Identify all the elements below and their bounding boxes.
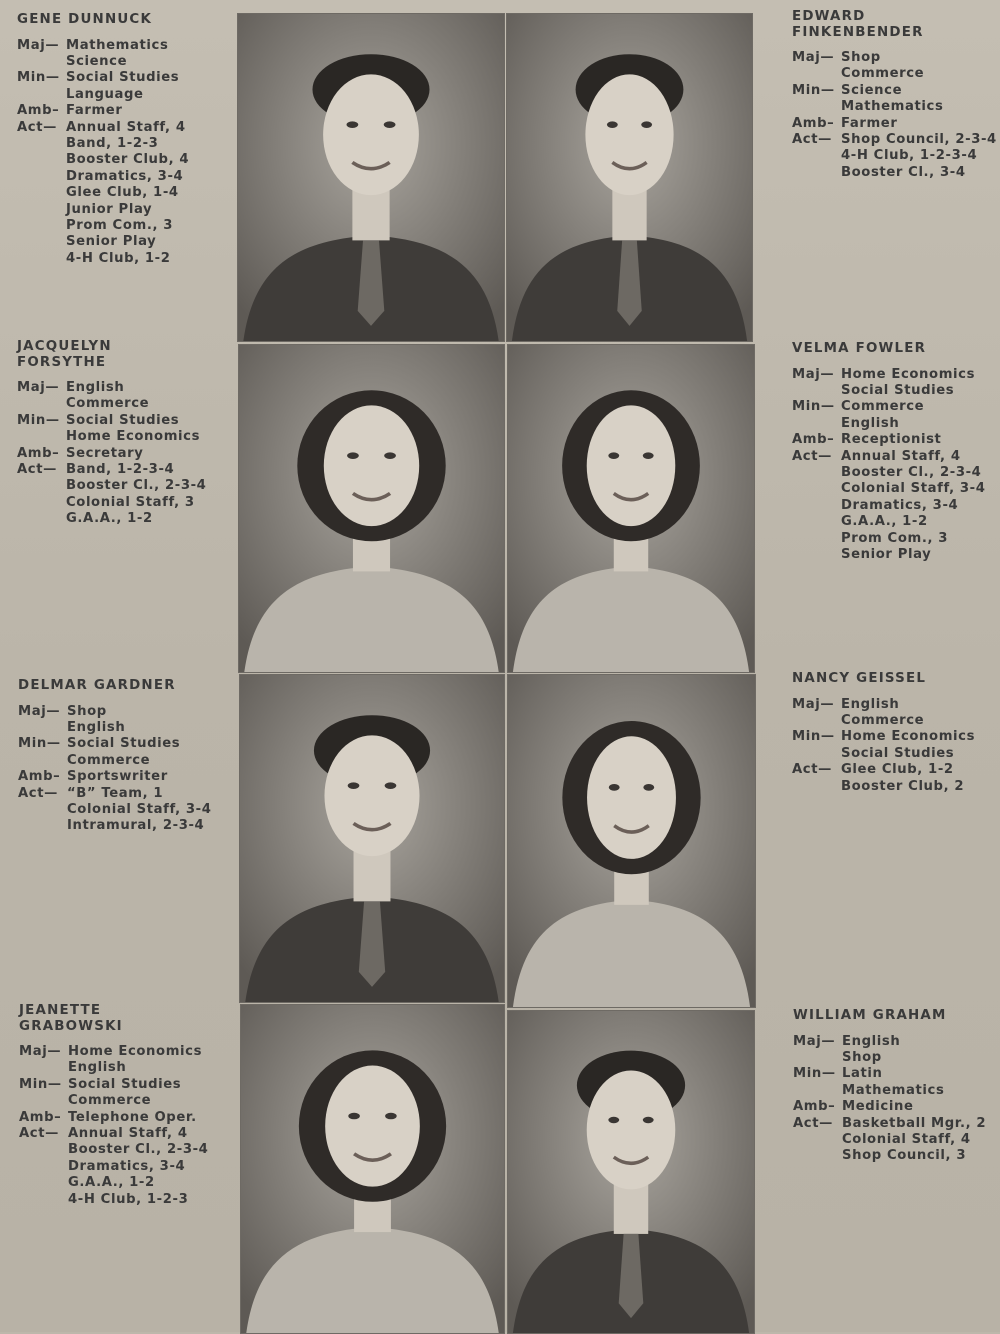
field-label: Min— xyxy=(792,399,835,415)
student-name: EDWARD FINKENBENDER xyxy=(792,9,924,40)
field-label: Act— xyxy=(19,1126,59,1142)
student-entry xyxy=(792,341,986,563)
field-value: Commerce xyxy=(68,1093,152,1109)
student-name: DELMAR GARDNER xyxy=(18,678,176,693)
student-entry xyxy=(17,12,189,267)
field-row xyxy=(19,1077,208,1110)
field-value: Social Studies xyxy=(841,382,955,398)
field-row xyxy=(19,1044,208,1077)
field-value: Mathematics xyxy=(66,37,169,53)
field-value: Mathematics xyxy=(842,1082,945,1098)
field-row xyxy=(792,83,997,116)
field-value: Science xyxy=(66,53,128,69)
student-name: JEANETTE GRABOWSKI xyxy=(19,1003,123,1034)
field-value: Booster Club, 2 xyxy=(841,778,965,794)
portrait-silhouette xyxy=(240,675,504,1002)
field-value: Colonial Staff, 3 xyxy=(66,494,195,510)
field-value: Booster Cl., 2-3-4 xyxy=(68,1142,209,1158)
field-value: Science xyxy=(841,82,903,98)
field-row xyxy=(792,399,986,432)
field-row xyxy=(792,367,986,400)
field-value: Home Economics xyxy=(841,729,976,745)
field-value: Home Economics xyxy=(841,366,976,382)
field-value: English xyxy=(68,1060,127,1076)
field-row xyxy=(792,116,997,132)
field-value: Colonial Staff, 4 xyxy=(842,1131,971,1147)
field-value: 4-H Club, 1-2-3-4 xyxy=(841,148,978,164)
student-entry xyxy=(17,339,206,528)
field-label: Min— xyxy=(19,1076,62,1092)
portrait-silhouette xyxy=(508,675,755,1007)
portrait-silhouette xyxy=(239,345,504,672)
field-value: Shop Council, 3 xyxy=(842,1148,967,1164)
student-name: VELMA FOWLER xyxy=(792,341,927,356)
field-value: Dramatics, 3-4 xyxy=(841,497,959,513)
field-row xyxy=(18,704,212,737)
field-label: Min— xyxy=(17,70,60,86)
field-row xyxy=(792,50,997,83)
field-row xyxy=(792,132,997,181)
field-value: Booster Cl., 2-3-4 xyxy=(841,464,982,480)
field-value: Home Economics xyxy=(68,1044,203,1059)
field-label: Amb– xyxy=(792,115,835,131)
field-value: Language xyxy=(66,86,144,102)
field-value: G.A.A., 1-2 xyxy=(66,511,153,527)
portrait-photo-william-graham xyxy=(507,1010,755,1334)
portrait-photo-jacquelyn-forsythe xyxy=(238,344,505,673)
field-value: Senior Play xyxy=(841,546,932,562)
field-value: Booster Club, 4 xyxy=(66,152,190,168)
portrait-silhouette xyxy=(508,1011,754,1333)
field-value: 4-H Club, 1-2 xyxy=(66,250,171,266)
portrait-silhouette xyxy=(238,14,504,341)
field-row xyxy=(18,736,212,769)
field-value: English xyxy=(841,696,900,712)
field-value: Commerce xyxy=(66,396,150,412)
field-value: Social Studies xyxy=(66,412,180,428)
field-value: Senior Play xyxy=(66,234,157,250)
field-row xyxy=(792,729,975,762)
student-entry xyxy=(792,671,975,795)
field-value: Farmer xyxy=(66,103,123,119)
field-label: Maj— xyxy=(793,1033,836,1049)
student-name: JACQUELYN FORSYTHE xyxy=(17,339,112,370)
student-name: GENE DUNNUCK xyxy=(17,12,153,27)
field-value: G.A.A., 1-2 xyxy=(68,1175,155,1191)
field-value: Prom Com., 3 xyxy=(841,530,949,546)
student-entry xyxy=(793,1008,986,1165)
field-value: Latin xyxy=(842,1066,883,1082)
field-row xyxy=(793,1116,986,1165)
field-row xyxy=(18,769,212,785)
field-row xyxy=(17,380,206,413)
field-row xyxy=(19,1126,208,1208)
field-label: Act— xyxy=(793,1115,833,1131)
field-value: Telephone Oper. xyxy=(68,1109,197,1125)
portrait-photo-delmar-gardner xyxy=(239,674,505,1003)
student-entry xyxy=(792,9,997,181)
field-row xyxy=(18,786,212,835)
portrait-silhouette xyxy=(241,1005,504,1333)
field-value: Commerce xyxy=(67,752,151,768)
field-label: Min— xyxy=(17,412,60,428)
field-label: Amb– xyxy=(17,103,60,119)
field-label: Maj— xyxy=(792,366,835,382)
field-label: Maj— xyxy=(18,703,61,719)
field-value: Shop xyxy=(842,1049,882,1065)
field-label: Min— xyxy=(792,82,835,98)
field-value: Sportswriter xyxy=(67,769,168,785)
field-row xyxy=(19,1110,208,1126)
field-label: Maj— xyxy=(792,50,835,65)
field-value: Mathematics xyxy=(841,99,944,115)
field-label: Min— xyxy=(793,1066,836,1082)
field-label: Min— xyxy=(792,729,835,745)
field-value: Junior Play xyxy=(66,201,153,217)
portrait-photo-jeanette-grabowski xyxy=(240,1004,505,1334)
field-label: Amb– xyxy=(793,1099,836,1115)
portrait-photo-velma-fowler xyxy=(507,344,755,673)
field-value: Medicine xyxy=(842,1099,914,1115)
field-row xyxy=(17,38,189,71)
field-row xyxy=(792,432,986,448)
field-label: Act— xyxy=(17,462,57,478)
field-label: Maj— xyxy=(792,696,835,712)
field-row xyxy=(793,1066,986,1099)
field-value: Shop xyxy=(67,703,107,719)
field-value: Annual Staff, 4 xyxy=(841,448,961,464)
field-row xyxy=(17,70,189,103)
field-label: Amb– xyxy=(792,432,835,448)
field-value: Annual Staff, 4 xyxy=(66,119,186,135)
field-value: Home Economics xyxy=(66,429,201,445)
field-label: Min— xyxy=(18,736,61,752)
field-label: Act— xyxy=(792,132,832,148)
field-label: Amb– xyxy=(17,445,60,461)
field-value: Commerce xyxy=(841,399,925,415)
student-entry xyxy=(18,678,212,835)
field-label: Amb– xyxy=(18,769,61,785)
field-value: English xyxy=(67,719,126,735)
field-value: Intramural, 2-3-4 xyxy=(67,818,205,834)
field-row xyxy=(792,697,975,730)
field-value: “B” Team, 1 xyxy=(67,785,164,801)
field-value: English xyxy=(841,415,900,431)
field-value: Colonial Staff, 3-4 xyxy=(67,801,212,817)
field-value: Glee Club, 1-4 xyxy=(66,185,179,201)
student-name: WILLIAM GRAHAM xyxy=(793,1008,947,1023)
field-value: Social Studies xyxy=(68,1076,182,1092)
student-name: NANCY GEISSEL xyxy=(792,671,927,686)
field-value: English xyxy=(66,380,125,395)
field-value: Colonial Staff, 3-4 xyxy=(841,481,986,497)
field-value: Band, 1-2-3 xyxy=(66,135,159,151)
field-row xyxy=(17,120,189,268)
field-value: Band, 1-2-3-4 xyxy=(66,462,175,478)
field-value: Commerce xyxy=(841,712,925,728)
field-value: 4-H Club, 1-2-3 xyxy=(68,1191,189,1207)
field-row xyxy=(792,762,975,795)
field-value: Social Studies xyxy=(66,70,180,86)
field-value: Commerce xyxy=(841,66,925,82)
portrait-photo-nancy-geissel xyxy=(507,674,756,1008)
field-value: G.A.A., 1-2 xyxy=(841,514,928,530)
portrait-photo-edward-finkenbender xyxy=(506,13,753,342)
field-row xyxy=(17,103,189,119)
field-value: Glee Club, 1-2 xyxy=(841,762,954,778)
field-value: Prom Com., 3 xyxy=(66,217,174,233)
field-label: Maj— xyxy=(17,380,60,395)
field-value: Booster Cl., 3-4 xyxy=(841,164,966,180)
field-label: Act— xyxy=(18,785,58,801)
field-value: Farmer xyxy=(841,115,898,131)
field-label: Maj— xyxy=(19,1044,62,1059)
field-label: Maj— xyxy=(17,37,60,53)
field-value: Dramatics, 3-4 xyxy=(66,168,184,184)
field-value: Secretary xyxy=(66,445,144,461)
field-row xyxy=(792,449,986,564)
portrait-silhouette xyxy=(508,345,754,672)
portrait-photo-gene-dunnuck xyxy=(237,13,505,342)
field-label: Act— xyxy=(17,119,57,135)
field-value: Social Studies xyxy=(841,745,955,761)
field-row xyxy=(17,462,206,528)
field-value: Basketball Mgr., 2 xyxy=(842,1115,987,1131)
field-row xyxy=(793,1034,986,1067)
field-value: Social Studies xyxy=(67,736,181,752)
field-label: Act— xyxy=(792,762,832,778)
field-value: Shop xyxy=(841,50,881,65)
field-value: Annual Staff, 4 xyxy=(68,1126,188,1142)
student-entry xyxy=(19,1003,208,1208)
field-row xyxy=(17,413,206,446)
field-value: Dramatics, 3-4 xyxy=(68,1158,186,1174)
field-row xyxy=(793,1099,986,1115)
field-label: Act— xyxy=(792,448,832,464)
field-label: Amb– xyxy=(19,1109,62,1125)
field-value: Booster Cl., 2-3-4 xyxy=(66,478,207,494)
field-value: Receptionist xyxy=(841,432,942,448)
field-row xyxy=(17,446,206,462)
field-value: Shop Council, 2-3-4 xyxy=(841,132,997,148)
field-value: English xyxy=(842,1033,901,1049)
portrait-silhouette xyxy=(507,14,752,341)
